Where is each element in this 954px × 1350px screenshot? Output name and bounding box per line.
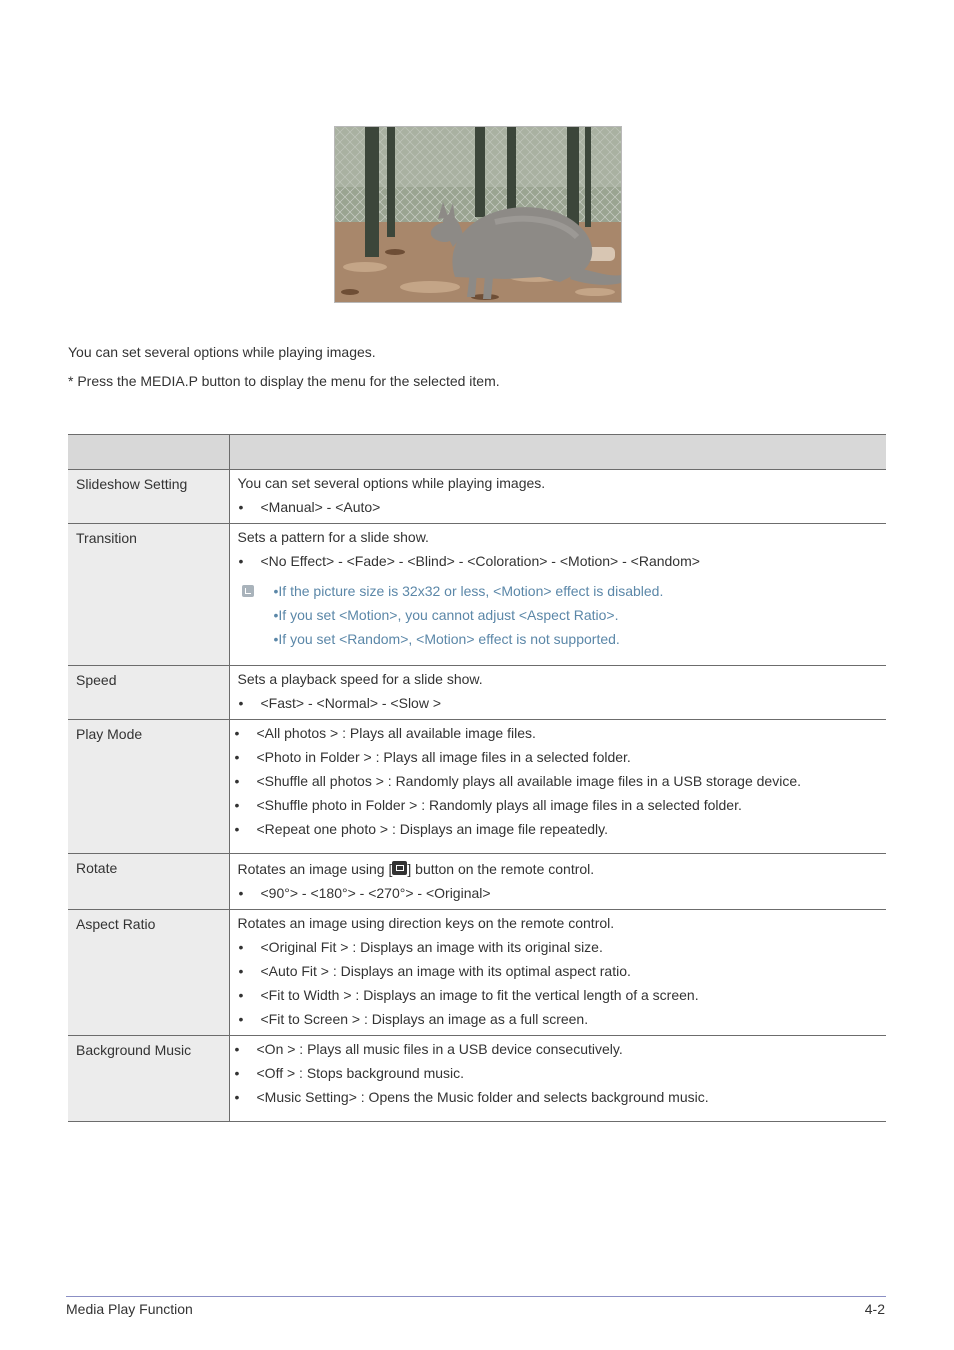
- table-row: [68, 470, 886, 524]
- list-item: • <90°> - <180°> - <270°> - <Original>: [238, 885, 879, 901]
- description-text: [238, 861, 879, 877]
- list-item: • <Music Setting> : Opens the Music folder and selects background music.: [238, 1089, 879, 1105]
- description-text: Sets a pattern for a slide show.: [237, 529, 429, 545]
- note-icon: [242, 585, 254, 597]
- list-item: • <No Effect> - <Fade> - <Blind> - <Coloration> - <Motion> - <Random>: [238, 553, 879, 569]
- option-name: Play Mode: [68, 720, 229, 854]
- rotate-text-before: Rotates an image using [: [237, 861, 393, 877]
- options-table: [68, 434, 886, 1122]
- description-text: Rotates an image using direction keys on the remote control.: [237, 915, 615, 931]
- menu-hint-text: * Press the MEDIA.P button to display the menu for the selected item.: [68, 373, 500, 389]
- table-row: [68, 854, 886, 910]
- option-name: Speed: [68, 666, 229, 720]
- header-cell-description: [229, 435, 886, 470]
- list-item: • <On > : Plays all music files in a USB device consecutively.: [238, 1041, 879, 1057]
- list-item: • <Off > : Stops background music.: [238, 1065, 879, 1081]
- list-item: • <Fit to Screen > : Displays an image as a full screen.: [238, 1011, 879, 1027]
- footer-section-title: Media Play Function: [66, 1301, 193, 1317]
- table-row: [68, 1036, 886, 1122]
- list-item: • <Shuffle all photos > : Randomly plays all available image files in a USB storage device.: [238, 773, 879, 789]
- list-item: • <Repeat one photo > : Displays an image file repeatedly.: [238, 821, 879, 837]
- rotate-text-after: ] button on the remote control.: [407, 861, 595, 877]
- option-description: [229, 910, 886, 1036]
- table-row: [68, 910, 886, 1036]
- list-item: • <Shuffle photo in Folder > : Randomly plays all image files in a selected folder.: [238, 797, 879, 813]
- option-description: [229, 854, 886, 910]
- table-row: [68, 524, 886, 666]
- description-text: Sets a playback speed for a slide show.: [237, 671, 483, 687]
- table-row: [68, 666, 886, 720]
- list-item: • <Manual> - <Auto>: [238, 499, 879, 515]
- table-row: [68, 720, 886, 854]
- note-text: •If you set <Random>, <Motion> effect is not supported.: [273, 631, 620, 647]
- list-item: • <Fit to Width > : Displays an image to fit the vertical length of a screen.: [238, 987, 879, 1003]
- list-item: • <Original Fit > : Displays an image with its original size.: [238, 939, 879, 955]
- note-text: •If the picture size is 32x32 or less, <Motion> effect is disabled.: [273, 583, 664, 599]
- option-description: [229, 524, 886, 666]
- table-header-row: [68, 435, 886, 470]
- option-description: [229, 470, 886, 524]
- intro-text: You can set several options while playing images.: [68, 344, 376, 360]
- option-name: Transition: [68, 524, 229, 666]
- option-description: [229, 1036, 886, 1122]
- list-item: • <All photos > : Plays all available image files.: [238, 725, 879, 741]
- list-item: • <Photo in Folder > : Plays all image files in a selected folder.: [238, 749, 879, 765]
- kangaroo-photo: [334, 126, 622, 303]
- option-name: Aspect Ratio: [68, 910, 229, 1036]
- remote-rotate-button-icon: [392, 861, 407, 875]
- description-text: You can set several options while playing images.: [237, 475, 546, 491]
- option-name: Background Music: [68, 1036, 229, 1122]
- option-name: Slideshow Setting: [68, 470, 229, 524]
- note-text: •If you set <Motion>, you cannot adjust <Aspect Ratio>.: [273, 607, 619, 623]
- page-number: 4-2: [864, 1301, 885, 1317]
- option-description: [229, 720, 886, 854]
- note-box: [238, 583, 879, 647]
- footer-divider: [66, 1296, 886, 1297]
- option-name: Rotate: [68, 854, 229, 910]
- header-cell-option: [68, 435, 229, 470]
- option-description: [229, 666, 886, 720]
- list-item: • <Fast> - <Normal> - <Slow >: [238, 695, 879, 711]
- list-item: • <Auto Fit > : Displays an image with its optimal aspect ratio.: [238, 963, 879, 979]
